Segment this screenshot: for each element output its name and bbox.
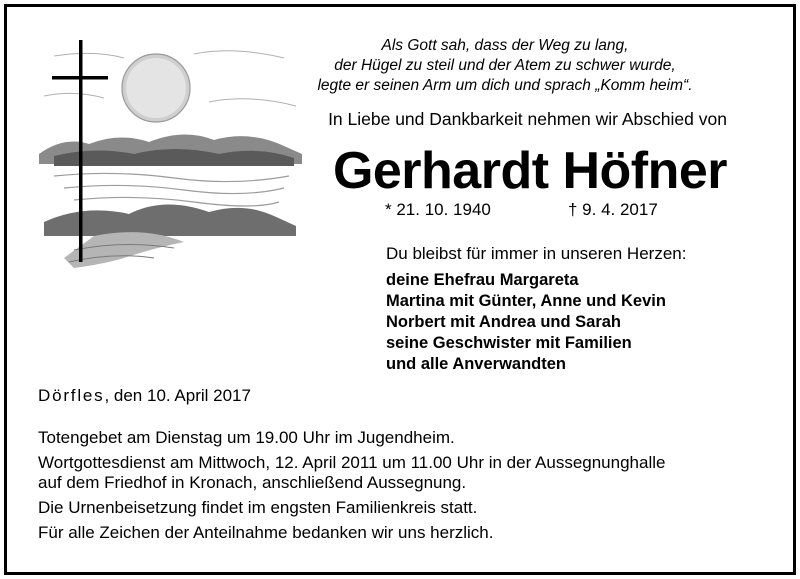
notice-line: Totengebet am Dienstag um 19.00 Uhr im Jugendheim. <box>38 428 455 447</box>
poem <box>300 36 710 96</box>
deceased-name: Gerhardt Höfner <box>332 142 728 200</box>
place-date <box>38 386 251 406</box>
mourners-list <box>386 270 666 375</box>
mourner-line: und alle Anverwandten <box>386 355 567 373</box>
place-town: Dörfles <box>38 386 105 405</box>
farewell-line: In Liebe und Dankbarkeit nehmen wir Abschied von <box>328 109 727 129</box>
notice-line: Für alle Zeichen der Anteilnahme bedanken wir uns herzlich. <box>38 523 494 542</box>
poem-line: Als Gott sah, dass der Weg zu lang, <box>381 37 629 54</box>
mourner-line: seine Geschwister mit Familien <box>386 334 632 352</box>
notice-line: Wortgottesdienst am Mittwoch, 12. April 2011 um 11.00 Uhr in der Aussegnunghalle auf dem Friedhof in Kronach, anschließend Aussegnung. <box>38 453 666 492</box>
notices <box>38 428 665 548</box>
poem-line: legte er seinen Arm um dich und sprach „Komm heim“. <box>317 77 693 94</box>
place-date-text: , den 10. April 2017 <box>104 386 251 405</box>
mourner-line: deine Ehefrau Margareta <box>386 271 579 289</box>
hearts-line: Du bleibst für immer in unseren Herzen: <box>386 244 687 263</box>
poem-line: der Hügel zu steil und der Atem zu schwer wurde, <box>334 57 676 74</box>
death-date: † 9. 4. 2017 <box>568 200 658 219</box>
mourner-line: Norbert mit Andrea und Sarah <box>386 313 622 331</box>
landscape-sketch-icon <box>34 36 306 272</box>
mourner-line: Martina mit Günter, Anne und Kevin <box>386 292 666 310</box>
notice-line: Die Urnenbeisetzung findet im engsten Familienkreis statt. <box>38 498 478 517</box>
birth-date: * 21. 10. 1940 <box>385 200 491 219</box>
